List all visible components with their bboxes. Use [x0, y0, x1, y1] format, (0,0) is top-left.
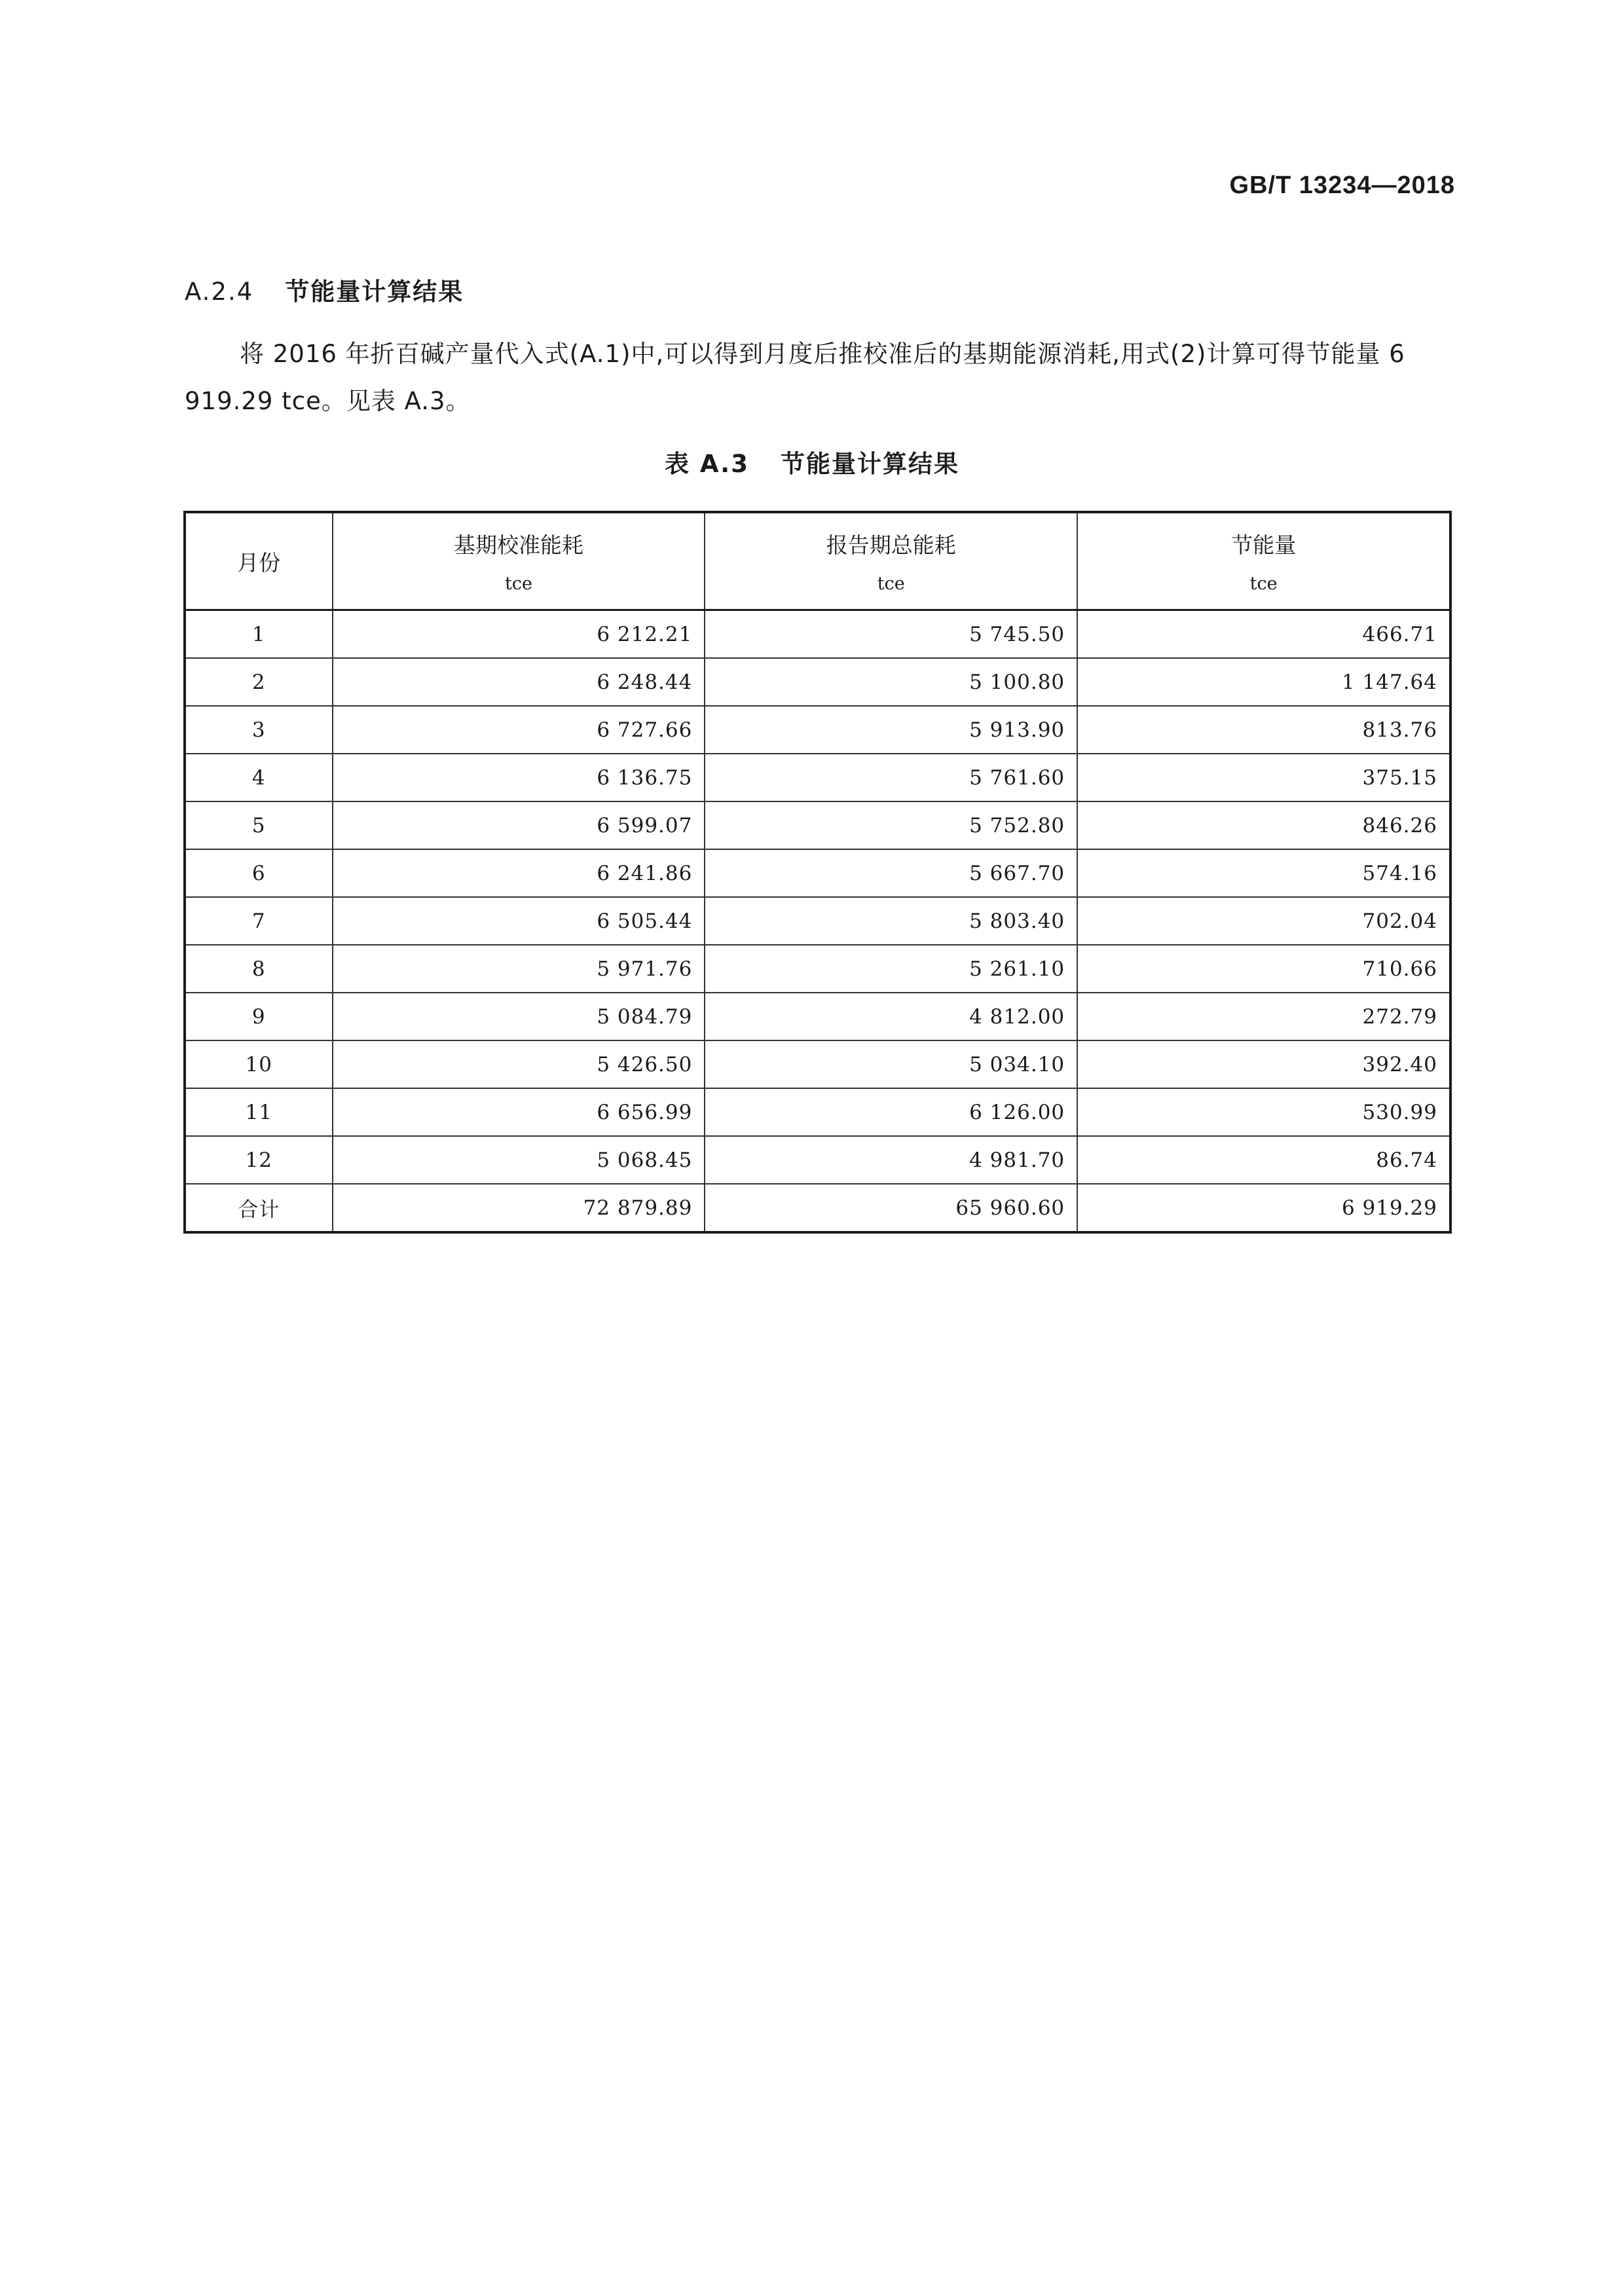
cell-total-report: 65 960.60: [705, 1184, 1077, 1232]
table-row: [185, 993, 1450, 1040]
cell-saving: 813.76: [1077, 706, 1450, 754]
cell-baseline: 5 426.50: [333, 1040, 705, 1088]
table-row: [185, 1040, 1450, 1088]
cell-report: 5 803.40: [705, 897, 1077, 945]
table-caption: [0, 444, 1624, 479]
cell-saving: 710.66: [1077, 945, 1450, 993]
body-paragraph: 将 2016 年折百碱产量代入式(A.1)中,可以得到月度后推校准后的基期能源消耗,用式(2)计算可得节能量 6 919.29 tce。见表 A.3。: [185, 340, 1405, 415]
table-row: [185, 658, 1450, 706]
cell-baseline: 5 084.79: [333, 993, 705, 1040]
cell-report: 5 913.90: [705, 706, 1077, 754]
section-heading: [185, 272, 464, 307]
table-row: [185, 801, 1450, 849]
table-row: [185, 897, 1450, 945]
cell-report: 5 667.70: [705, 849, 1077, 897]
section-title: 节能量计算结果: [285, 278, 464, 306]
table-row: [185, 754, 1450, 801]
table-row: [185, 849, 1450, 897]
header-month: 月份: [185, 512, 333, 610]
table-row: [185, 1136, 1450, 1184]
cell-total-saving: 6 919.29: [1077, 1184, 1450, 1232]
header-report-unit: tce: [877, 574, 905, 594]
cell-saving: 530.99: [1077, 1088, 1450, 1136]
cell-month: 3: [185, 706, 333, 754]
header-baseline-label: 基期校准能耗: [453, 532, 583, 558]
cell-saving: 846.26: [1077, 801, 1450, 849]
cell-saving: 375.15: [1077, 754, 1450, 801]
cell-month: 11: [185, 1088, 333, 1136]
cell-month: 9: [185, 993, 333, 1040]
cell-baseline: 5 971.76: [333, 945, 705, 993]
cell-report: 5 761.60: [705, 754, 1077, 801]
cell-saving: 574.16: [1077, 849, 1450, 897]
cell-report: 5 100.80: [705, 658, 1077, 706]
cell-baseline: 6 599.07: [333, 801, 705, 849]
table-row: [185, 1088, 1450, 1136]
cell-saving: 272.79: [1077, 993, 1450, 1040]
cell-month: 7: [185, 897, 333, 945]
cell-baseline: 6 212.21: [333, 610, 705, 659]
table-caption-title: 节能量计算结果: [781, 450, 959, 478]
cell-baseline: 6 727.66: [333, 706, 705, 754]
cell-month: 1: [185, 610, 333, 659]
section-number: A.2.4: [185, 278, 254, 306]
cell-month: 8: [185, 945, 333, 993]
cell-month: 6: [185, 849, 333, 897]
cell-baseline: 6 241.86: [333, 849, 705, 897]
header-saving: [1077, 512, 1450, 610]
cell-baseline: 6 248.44: [333, 658, 705, 706]
cell-report: 5 261.10: [705, 945, 1077, 993]
cell-month: 12: [185, 1136, 333, 1184]
cell-month: 5: [185, 801, 333, 849]
table-row: [185, 610, 1450, 659]
table-row: [185, 945, 1450, 993]
header-report-label: 报告期总能耗: [826, 532, 956, 558]
cell-saving: 702.04: [1077, 897, 1450, 945]
cell-saving: 86.74: [1077, 1136, 1450, 1184]
cell-baseline: 6 656.99: [333, 1088, 705, 1136]
document-id: GB/T 13234—2018: [1229, 172, 1455, 199]
cell-saving: 1 147.64: [1077, 658, 1450, 706]
table-caption-label: 表 A.3: [664, 450, 749, 478]
cell-report: 6 126.00: [705, 1088, 1077, 1136]
cell-saving: 466.71: [1077, 610, 1450, 659]
header-baseline: [333, 512, 705, 610]
cell-saving: 392.40: [1077, 1040, 1450, 1088]
cell-baseline: 6 136.75: [333, 754, 705, 801]
table-header-row: [185, 512, 1450, 610]
header-report: [705, 512, 1077, 610]
cell-month: 2: [185, 658, 333, 706]
cell-report: 4 981.70: [705, 1136, 1077, 1184]
cell-report: 4 812.00: [705, 993, 1077, 1040]
cell-baseline: 6 505.44: [333, 897, 705, 945]
cell-report: 5 745.50: [705, 610, 1077, 659]
cell-total-baseline: 72 879.89: [333, 1184, 705, 1232]
cell-total-label: 合计: [185, 1184, 333, 1232]
cell-month: 10: [185, 1040, 333, 1088]
table-total-row: [185, 1184, 1450, 1232]
header-saving-unit: tce: [1249, 574, 1278, 594]
header-saving-label: 节能量: [1231, 532, 1297, 558]
cell-report: 5 034.10: [705, 1040, 1077, 1088]
table-row: [185, 706, 1450, 754]
cell-baseline: 5 068.45: [333, 1136, 705, 1184]
cell-report: 5 752.80: [705, 801, 1077, 849]
cell-month: 4: [185, 754, 333, 801]
energy-saving-table: [183, 511, 1452, 1234]
header-baseline-unit: tce: [504, 574, 532, 594]
